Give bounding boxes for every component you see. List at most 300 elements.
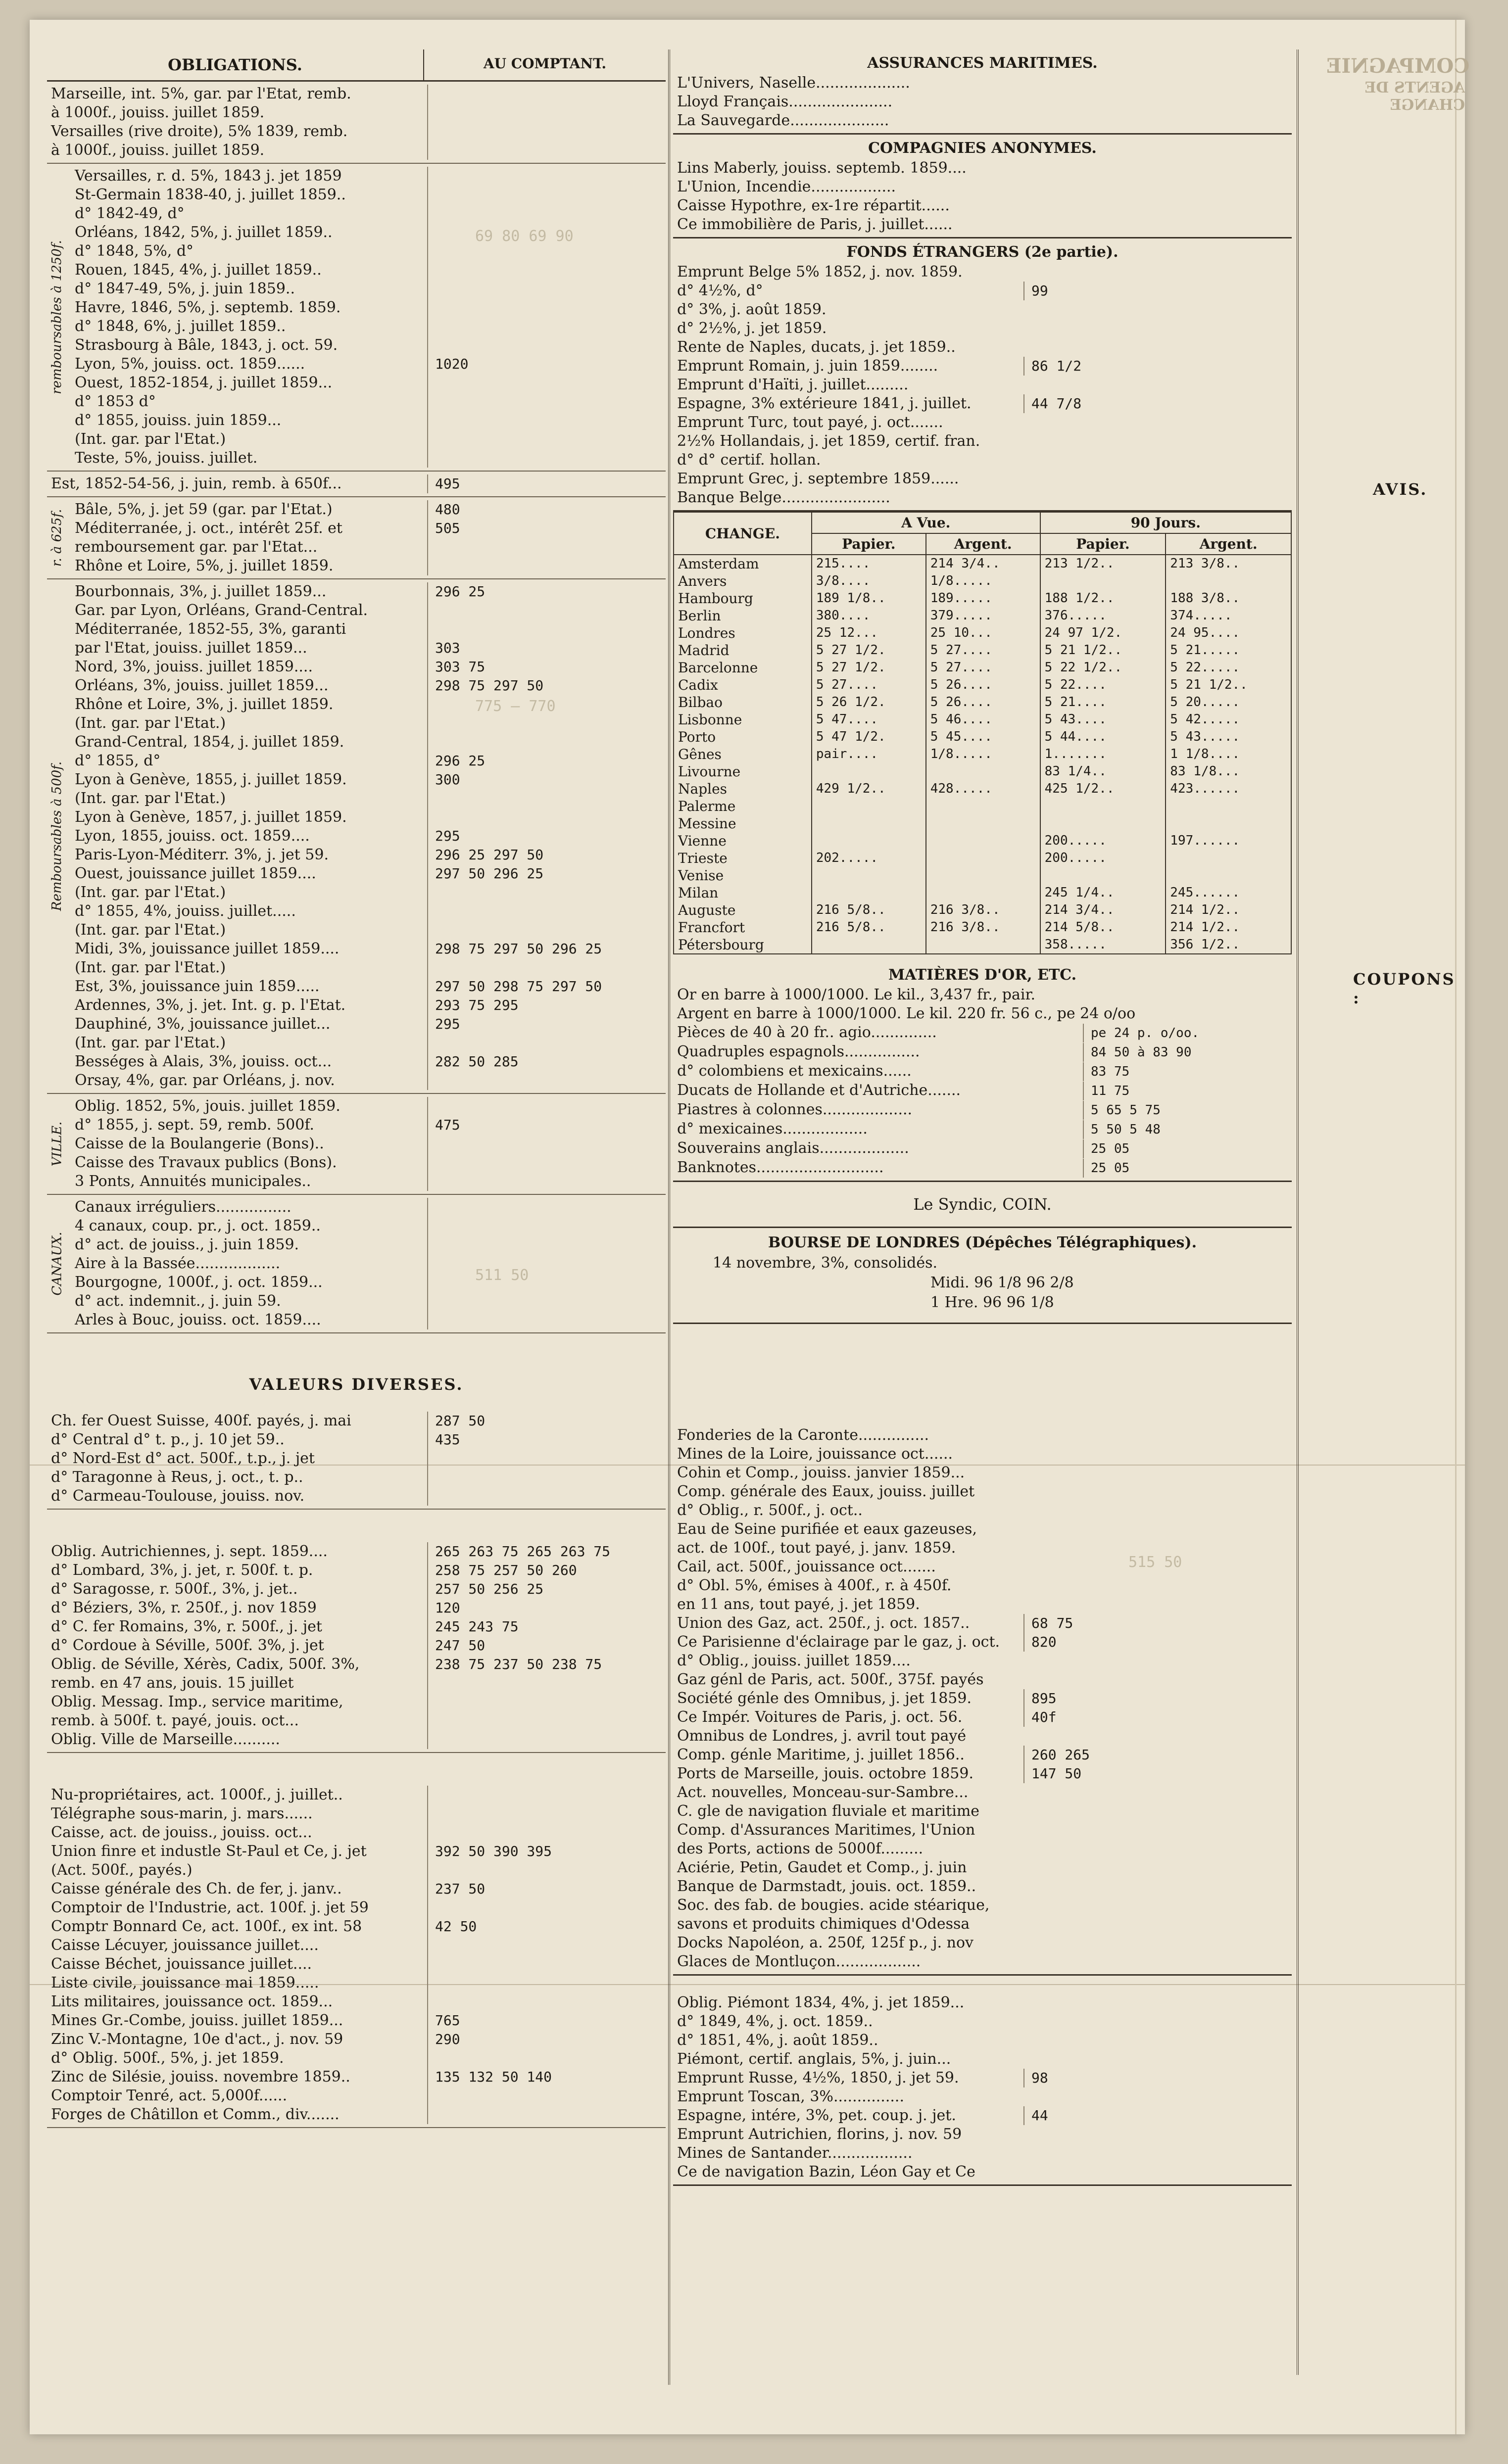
listing-row [47,676,666,695]
listing-label: Caisse Lécuyer, jouissance juillet.... [47,1936,428,1955]
change-rate: 213 1/2.. [1040,555,1166,572]
listing-row [673,159,1292,178]
change-rate: 213 3/8.. [1166,555,1291,572]
listing-label: Oblig. Messag. Imp., service maritime, [47,1693,428,1711]
listing-row [673,1764,1292,1783]
listing-price: 11 75 [1083,1082,1292,1100]
listing-row [47,2011,666,2030]
listing-label: 3 Ponts, Annuités municipales.. [47,1172,428,1191]
right-column [1297,49,1470,2375]
change-rate: 189..... [926,590,1040,607]
change-rate: 215.... [812,555,926,572]
listing-price: 505 [435,520,460,536]
change-rate: 5 47 1/2. [812,728,926,746]
listing-label: Ce immobilière de Paris, j. juillet...... [677,216,953,233]
change-rate: 214 3/4.. [1040,901,1166,919]
change-rate [926,884,1040,901]
listing-row [673,1445,1292,1464]
change-rate: 379..... [926,607,1040,624]
syndic-signature: Le Syndic, COIN. [673,1182,1292,1228]
anonymes-block [673,135,1292,238]
change-rate: 5 26.... [926,694,1040,711]
listing-row [47,204,666,223]
listing-row [47,1655,666,1674]
listing-price: 765 [435,2012,460,2029]
side-label: remboursables à 1250f. [49,240,65,394]
listing-row [673,451,1292,470]
obligations-top-group [47,82,666,164]
change-rate: 5 22.... [1040,676,1166,694]
newspaper-sheet [30,20,1470,2434]
change-rate: 216 5/8.. [812,901,926,919]
listing-price: 245 243 75 [435,1618,519,1635]
anonymes-title: COMPAGNIES ANONYMES. [868,140,1097,157]
change-row [674,711,1291,728]
change-rate: 200..... [1040,832,1166,850]
change-rate [1166,850,1291,867]
listing-label: Gar. par Lyon, Orléans, Grand-Central. [47,601,428,620]
listing-price: 297 50 296 25 [435,865,544,882]
listing-row [673,2125,1292,2144]
listing-row [47,85,666,103]
listing-label: d° mexicaines.................. [677,1120,868,1137]
listing-row [673,1482,1292,1501]
change-row [674,624,1291,642]
listing-label: Arles à Bouc, jouiss. oct. 1859.... [47,1311,428,1329]
group-ville [47,1094,666,1195]
change-rate: 429 1/2.. [812,780,926,798]
listing-price: 290 [435,2031,460,2047]
listing-row [47,103,666,122]
listing-label: Zinc V.-Montagne, 10e d'act., j. nov. 59 [47,2030,428,2049]
listing-label: (Act. 500f., payés.) [47,1861,428,1880]
listing-label: Ce de navigation Bazin, Léon Gay et Ce [677,2163,975,2180]
listing-price: 293 75 295 [435,997,519,1013]
est-group [47,472,666,497]
listing-label: (Int. gar. par l'Etat.) [47,958,428,977]
listing-row [47,1430,666,1449]
listing-row [673,1934,1292,1952]
change-city: Naples [674,780,812,798]
change-rate: 358..... [1040,936,1166,954]
obligations-header [47,49,666,82]
listing-label: Comptoir de l'Industrie, act. 100f. j. jet 59 [47,1898,428,1917]
listing-price: 392 50 390 395 [435,1843,552,1859]
listing-row [673,1993,1292,2012]
listing-label: Emprunt Romain, j. juin 1859........ [677,357,938,375]
listing-row [673,282,1292,300]
change-row [674,659,1291,676]
change-city: Milan [674,884,812,901]
listing-label: (Int. gar. par l'Etat.) [47,430,428,449]
listing-row [47,1153,666,1172]
listing-price: 86 1/2 [1023,357,1292,376]
listing-label: Ch. fer Ouest Suisse, 400f. payés, j. mai [47,1412,428,1430]
listing-row [47,733,666,752]
change-rate: 5 21 1/2.. [1040,642,1166,659]
change-rate: 214 1/2.. [1166,901,1291,919]
change-rate: 245 1/4.. [1040,884,1166,901]
listing-row [673,1139,1292,1158]
listing-price: 297 50 298 75 297 50 [435,978,602,995]
listing-price: 303 75 [435,659,486,675]
listing-row [47,317,666,336]
change-rate: 188 3/8.. [1166,590,1291,607]
change-rate: 5 26.... [926,676,1040,694]
listing-row [47,1412,666,1430]
listing-row [673,2050,1292,2069]
listing-price: 260 265 [1023,1746,1292,1764]
metals-block [673,954,1292,1182]
listing-row [47,846,666,864]
listing-label: Cail, act. 500f., jouissance oct....... [677,1558,936,1575]
change-rate: 189 1/8.. [812,590,926,607]
listing-label: d° colombiens et mexicains...... [677,1062,912,1080]
change-row [674,572,1291,590]
listing-row [47,411,666,430]
listing-row [47,2105,666,2124]
listing-price: 303 [435,640,460,656]
change-table [673,512,1292,954]
listing-label: Emprunt Toscan, 3%............... [677,2088,904,2105]
change-row [674,590,1291,607]
bourse-londres-block [673,1228,1292,1324]
change-rate: 425 1/2.. [1040,780,1166,798]
listing-label: Caisse des Travaux publics (Bons). [47,1153,428,1172]
group-remboursables-1250 [47,164,666,472]
listing-row [47,864,666,883]
bleed-through-text: COMPAGNIE [1326,54,1470,78]
change-rate: 3/8.... [812,572,926,590]
change-rate [812,832,926,850]
listing-label: (Int. gar. par l'Etat.) [47,883,428,902]
listing-row [673,1952,1292,1971]
listing-label: Nord, 3%, jouiss. juillet 1859.... [47,658,428,676]
listing-label: L'Univers, Naselle.................... [677,74,910,92]
change-row [674,901,1291,919]
listing-row [47,186,666,204]
listing-row [47,1292,666,1311]
listing-label: par l'Etat, jouiss. juillet 1859... [47,639,428,658]
listing-label: Eau de Seine purifiée et eaux gazeuses, [677,1520,977,1538]
listing-label: d° 1848, 6%, j. juillet 1859.. [47,317,428,336]
change-city: Londres [674,624,812,642]
listing-label: d° 1855, 4%, jouiss. juillet..... [47,902,428,921]
assurances-block [673,49,1292,135]
listing-row [47,620,666,639]
listing-row [673,215,1292,234]
listing-label: remb. en 47 ans, jouis. 15 juillet [47,1674,428,1693]
fonds-etrangers-block [673,238,1292,512]
mid-valeurs-block [673,1423,1292,1976]
listing-row [47,430,666,449]
change-rate: 5 27.... [812,676,926,694]
listing-label: d° Béziers, 3%, r. 250f., j. nov 1859 [47,1599,428,1617]
change-city: Anvers [674,572,812,590]
listing-label: Lyon, 1855, jouiss. oct. 1859.... [47,827,428,846]
listing-row [47,714,666,733]
listing-row [47,500,666,519]
argent-header: Argent. [1166,533,1291,555]
listing-row [673,1576,1292,1595]
listing-label: Pièces de 40 à 20 fr.. agio.............. [677,1024,937,1041]
listing-label: Oblig. Piémont 1834, 4%, j. jet 1859... [677,1994,965,2011]
obligations-title: OBLIGATIONS. [47,49,424,80]
listing-row [47,2086,666,2105]
listing-label: Argent en barre à 1000/1000. Le kil. 220 fr. 56 c., pe 24 o/oo [677,1005,1136,1022]
listing-row [47,1172,666,1191]
listing-label: Banque Belge....................... [677,489,890,506]
listing-row [673,2012,1292,2031]
listing-label: Caisse, act. de jouiss., jouiss. oct... [47,1823,428,1842]
change-city: Barcelonne [674,659,812,676]
90-jours-header: 90 Jours. [1040,512,1291,533]
listing-row [47,658,666,676]
change-rate: 5 45.... [926,728,1040,746]
listing-label: Bourgogne, 1000f., j. oct. 1859... [47,1273,428,1292]
change-rate: 5 22..... [1166,659,1291,676]
listing-label: Marseille, int. 5%, gar. par l'Etat, remb. [47,85,428,103]
change-row [674,850,1291,867]
listing-row [47,374,666,392]
listing-row [673,1858,1292,1877]
listing-price: 1020 [435,356,469,372]
listing-label: d° 1851, 4%, j. août 1859.. [677,2032,878,2049]
change-city: Venise [674,867,812,884]
london-midi: Midi. 96 1/8 96 2/8 [930,1274,1074,1291]
listing-row [673,1062,1292,1081]
change-rate: 5 21.... [1040,694,1166,711]
valeurs-group-1 [47,1409,666,1510]
listing-price: 296 25 [435,753,486,769]
listing-label: Bourbonnais, 3%, j. juillet 1859... [47,582,428,601]
listing-row [47,2068,666,2086]
listing-row [673,1520,1292,1539]
listing-row [47,167,666,186]
listing-row [673,1023,1292,1042]
change-rate [1166,798,1291,815]
listing-row [47,1135,666,1153]
change-rate [926,763,1040,780]
listing-label: Fonderies de la Caronte............... [677,1426,929,1444]
change-rate: 5 43..... [1166,728,1291,746]
listing-row [673,196,1292,215]
listing-row [673,432,1292,451]
listing-row [47,1254,666,1273]
listing-row [47,1468,666,1487]
listing-row [47,1217,666,1235]
listing-row [673,470,1292,488]
listing-row [47,538,666,557]
change-rate: 5 43.... [1040,711,1166,728]
listing-row [47,261,666,280]
listing-label: d° Central d° t. p., j. 10 jet 59.. [47,1430,428,1449]
listing-row [673,2163,1292,2181]
change-row [674,763,1291,780]
change-city: Auguste [674,901,812,919]
change-rate: 5 20..... [1166,694,1291,711]
listing-label: d° 1855, d° [47,752,428,770]
listing-label: à 1000f., jouiss. juillet 1859. [47,103,428,122]
listing-label: d° d° certif. hollan. [677,451,821,469]
listing-row [47,883,666,902]
listing-row [673,319,1292,338]
london-title: BOURSE DE LONDRES (Dépêches Télégraphiques). [768,1234,1197,1251]
listing-label: Aciérie, Petin, Gaudet et Comp., j. juin [677,1859,967,1876]
listing-label: Union finre et industle St-Paul et Ce, j. jet [47,1842,428,1861]
listing-row [47,1898,666,1917]
listing-row [673,74,1292,93]
listing-row [47,977,666,996]
listing-label: Versailles (rive droite), 5% 1839, remb. [47,122,428,141]
coupons-title: COUPONS : [1353,970,1456,1007]
listing-row [47,582,666,601]
listing-row [47,1580,666,1599]
listing-label: Strasbourg à Bâle, 1843, j. oct. 59. [47,336,428,355]
change-rate: 200..... [1040,850,1166,867]
change-rate [1040,867,1166,884]
change-city: Porto [674,728,812,746]
listing-row [47,601,666,620]
change-rate: 5 44.... [1040,728,1166,746]
listing-row [47,808,666,827]
london-1h: 1 Hre. 96 96 1/8 [930,1294,1054,1311]
listing-label: Lyon à Genève, 1855, j. juillet 1859. [47,770,428,789]
listing-row [673,1614,1292,1633]
listing-row [673,1501,1292,1520]
listing-label: Caisse générale des Ch. de fer, j. janv.. [47,1880,428,1898]
listing-label: Havre, 1846, 5%, j. septemb. 1859. [47,298,428,317]
listing-price: 435 [435,1431,460,1448]
listing-label: Banque de Darmstadt, jouis. oct. 1859.. [677,1878,976,1895]
change-rate [1040,572,1166,590]
listing-price: 237 50 [435,1881,486,1897]
bleed-through-text: 775 — 770 [475,698,556,715]
fonds-title: FONDS ÉTRANGERS (2e partie). [846,243,1119,261]
listing-row [47,1711,666,1730]
listing-price: 258 75 257 50 260 [435,1562,577,1578]
listing-label: Oblig. 1852, 5%, jouis. juillet 1859. [47,1097,428,1116]
listing-row [673,1120,1292,1139]
listing-row [47,1842,666,1861]
listing-row [673,1670,1292,1689]
listing-label: Ouest, 1852-1854, j. juillet 1859... [47,374,428,392]
listing-row [673,1595,1292,1614]
listing-price: 287 50 [435,1413,486,1429]
change-rate: 83 1/4.. [1040,763,1166,780]
change-rate [812,763,926,780]
listing-row [47,2030,666,2049]
change-rate: 1/8..... [926,572,1040,590]
listing-row [673,1915,1292,1934]
listing-label: Emprunt Russe, 4½%, 1850, j. jet 59. [677,2069,959,2086]
listing-row [47,355,666,374]
change-row [674,815,1291,832]
listing-label: à 1000f., jouiss. juillet 1859. [47,141,428,160]
listing-price: 5 65 5 75 [1083,1101,1292,1120]
change-rate: 24 97 1/2. [1040,624,1166,642]
change-rate [926,815,1040,832]
listing-row [47,1542,666,1561]
change-city: Pétersbourg [674,936,812,954]
listing-row [673,986,1292,1004]
listing-label: Nu-propriétaires, act. 1000f., j. juillet.. [47,1786,428,1804]
listing-row [673,1633,1292,1652]
listing-row [47,1052,666,1071]
change-rate: 25 10... [926,624,1040,642]
change-row [674,728,1291,746]
listing-row [47,122,666,141]
listing-row [47,1034,666,1052]
listing-row [47,1449,666,1468]
listing-row [47,921,666,940]
listing-label: Omnibus de Londres, j. avril tout payé [677,1727,967,1745]
listing-price: 298 75 297 50 [435,677,544,694]
listing-price: 83 75 [1083,1062,1292,1081]
listing-row [47,1693,666,1711]
listing-row [47,1786,666,1804]
change-row [674,832,1291,850]
listing-label: Emprunt d'Haïti, j. juillet......... [677,376,909,393]
listing-label: d° Nord-Est d° act. 500f., t.p., j. jet [47,1449,428,1468]
listing-label: Télégraphe sous-marin, j. mars...... [47,1804,428,1823]
valeurs-group-2 [47,1539,666,1753]
change-rate [812,884,926,901]
listing-price: 495 [435,475,460,492]
middle-column [673,49,1292,2186]
listing-price: 295 [435,828,460,844]
listing-price: 120 [435,1600,460,1616]
change-row [674,780,1291,798]
change-city: Messine [674,815,812,832]
listing-label: Glaces de Montluçon.................. [677,1953,921,1970]
listing-label: Midi, 3%, jouissance juillet 1859.... [47,940,428,958]
listing-row [673,263,1292,282]
listing-label: en 11 ans, tout payé, j. jet 1859. [677,1596,920,1613]
listing-row [47,557,666,575]
listing-price: 44 7/8 [1023,394,1292,413]
listing-row [47,789,666,808]
change-rate: 24 95.... [1166,624,1291,642]
listing-label: Ce Parisienne d'éclairage par le gaz, j. oct. [677,1633,1000,1651]
change-rate [926,832,1040,850]
listing-row [47,1487,666,1506]
change-rate: 5 21 1/2.. [1166,676,1291,694]
avis-title: AVIS. [1373,480,1428,499]
listing-label: d° 1847-49, 5%, j. juin 1859.. [47,280,428,298]
listing-label: Souverains anglais................... [677,1139,909,1157]
change-rate [1166,867,1291,884]
listing-row [47,1599,666,1617]
listing-row [47,298,666,317]
listing-row [673,93,1292,111]
change-rate [812,867,926,884]
listing-row [673,2106,1292,2125]
listing-row [673,1727,1292,1746]
listing-row [673,2144,1292,2163]
listing-label: d° act. indemnit., j. juin 59. [47,1292,428,1311]
listing-label: Caisse Béchet, jouissance juillet.... [47,1955,428,1974]
change-rate: 214 3/4.. [926,555,1040,572]
listing-label: Ce Impér. Voitures de Paris, j. oct. 56. [677,1708,963,1726]
london-line: 14 novembre, 3%, consolidés. [713,1254,937,1272]
listing-label: act. de 100f., tout payé, j. janv. 1859. [677,1539,956,1557]
change-rate [812,815,926,832]
listing-row [673,1004,1292,1023]
change-rate [1166,815,1291,832]
listing-label: d° Obl. 5%, émises à 400f., r. à 450f. [677,1577,952,1594]
listing-row [47,827,666,846]
